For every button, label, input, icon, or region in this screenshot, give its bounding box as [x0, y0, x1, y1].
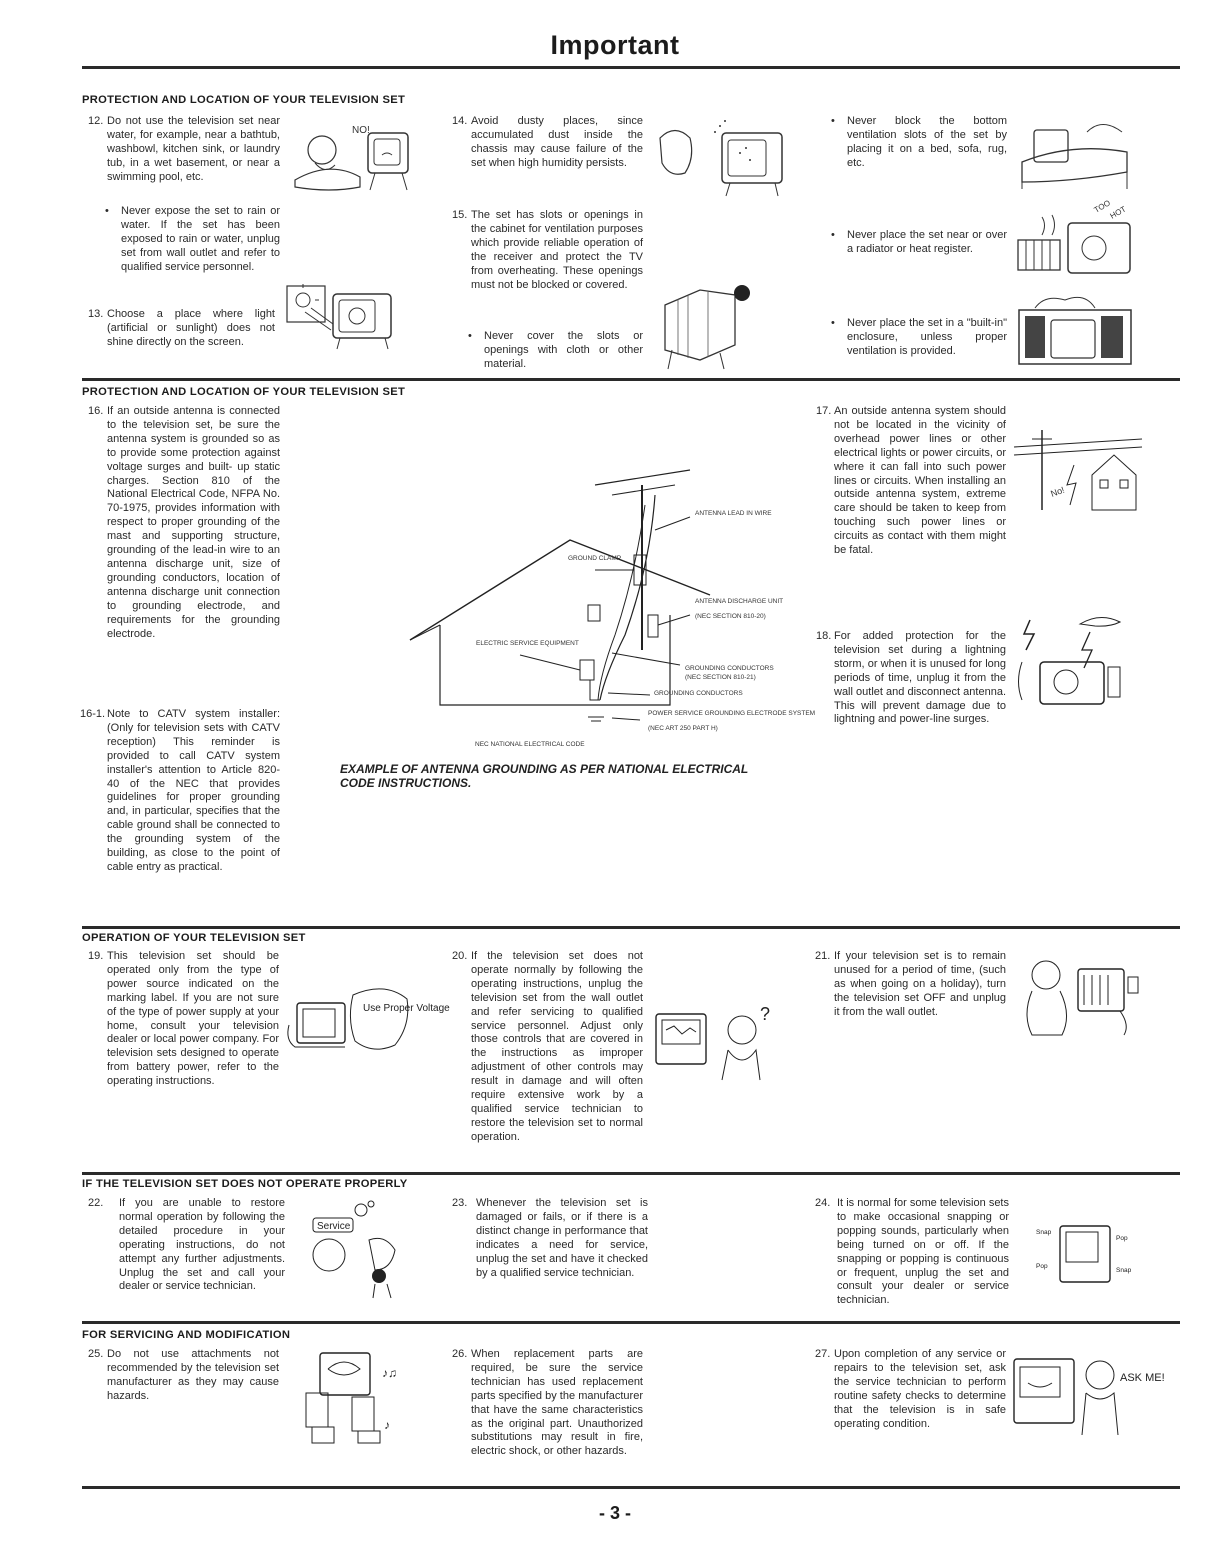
item-25: Do not use attachments not recommended by the television set manufacturer as they may cause hazards.	[107, 1348, 279, 1402]
item-19: This television set should be operated only from the type of power source indicated on the marking label. If you are not sure of the type of power supply at your home, consult your television dealer or local power company. For television sets designed to operate from battery power, refer to the operating instructions.	[107, 950, 279, 1088]
label-nec: NEC NATIONAL ELECTRICAL CODE	[475, 741, 585, 748]
item-number: 25.	[88, 1348, 104, 1360]
tv-enclosure-illustration	[1015, 290, 1140, 368]
use-proper-voltage-illustration	[285, 985, 450, 1065]
tv-near-water-illustration	[290, 115, 420, 195]
label-discharge-ref: (NEC SECTION 810-20)	[695, 613, 766, 620]
label-clamp: GROUND CLAMP	[568, 555, 622, 562]
tv-radiator-illustration	[1012, 195, 1142, 280]
label-discharge: ANTENNA DISCHARGE UNIT	[695, 598, 784, 605]
item-number: 21.	[815, 950, 831, 962]
item-27: Upon completion of any service or repairs to the television set, ask the service technician to perform routine safety checks to determine that the television is in safe operating condition.	[834, 1348, 1006, 1430]
item-number: 24.	[815, 1197, 831, 1209]
service-text: Service	[317, 1221, 351, 1232]
section-heading: IF THE TELEVISION SET DOES NOT OPERATE PROPERLY	[82, 1178, 408, 1190]
item-15-bullet: • Never cover the slots or openings with cloth or other material.	[484, 330, 643, 372]
item-number: 20.	[452, 950, 468, 962]
section-heading: OPERATION OF YOUR TELEVISION SET	[82, 932, 306, 944]
pop-label-1: Pop	[1116, 1235, 1128, 1242]
no-exclamation: NO!	[352, 125, 370, 136]
item-number: 27.	[815, 1348, 831, 1360]
item-15: The set has slots or openings in the cabinet for ventilation purposes which provide reliable operation of the receiver and protect the TV from overheating. These openings must not be blocked or covered.	[471, 209, 643, 291]
item-12: Do not use the television set near water, for example, near a bathtub, washbowl, kitchen sink, or laundry tub, in a wet basement, or near a swimming pool, etc.	[107, 115, 280, 183]
snap-pop-illustration	[1030, 1200, 1140, 1292]
page-number: - 3 -	[598, 1503, 631, 1523]
item-number: 19.	[88, 950, 104, 962]
item-13: Choose a place where light (artificial or sunlight) does not shine directly on the screen.	[107, 308, 275, 348]
pop-label-2: Pop	[1036, 1263, 1048, 1270]
label-conductors: GROUNDING CONDUCTORS	[685, 665, 774, 672]
svg-text:♪♫: ♪♫	[382, 1366, 397, 1380]
section-rule	[82, 926, 1180, 929]
label-conductors-2: GROUNDING CONDUCTORS	[654, 690, 743, 697]
item-26: When replacement parts are required, be sure the service technician has used replacement parts specified by the manufacturer that have the same characteristics as the original part. Unauthorized substitutions may result in fire, electric shock, or other hazards.	[471, 1348, 643, 1458]
lightning-illustration	[1010, 612, 1140, 707]
item-number: 13.	[88, 308, 104, 320]
label-lead-in: ANTENNA LEAD IN WIRE	[695, 510, 772, 517]
right-bullet-2: • Never place the set near or over a radiator or heat register.	[847, 229, 1007, 257]
power-lines-illustration	[1012, 425, 1147, 520]
call-service-illustration	[295, 1200, 415, 1300]
item-number: 14.	[452, 115, 468, 127]
too-label: TOO	[1092, 198, 1112, 215]
label-service: ELECTRIC SERVICE EQUIPMENT	[476, 640, 579, 647]
snap-label-1: Snap	[1036, 1229, 1052, 1236]
safety-check-illustration	[1010, 1345, 1165, 1437]
item-16: If an outside antenna is connected to the television set, be sure the antenna system is grounded so as to provide some protection against voltage surges and built- up static charges. Section 810 of the National Electrical Code, NFPA No. 70-1975, provides information with respect to proper grounding of the mast and supporting structure, grounding of the lead-in wire to an antenna discharge unit, size of grounding conductors, location of antenna discharge unit connection to grounding electrode, and requirements for the grounding electrode.	[107, 405, 280, 640]
bottom-rule	[82, 1486, 1180, 1489]
item-number: 17.	[816, 405, 832, 417]
use-proper-voltage-text: Use Proper Voltage	[363, 1003, 450, 1014]
section-heading: PROTECTION AND LOCATION OF YOUR TELEVISION SET	[82, 94, 406, 106]
label-electrode: POWER SERVICE GROUNDING ELECTRODE SYSTEM	[648, 710, 816, 717]
item-16-1: Note to CATV system installer: (Only for television sets with CATV reception) This reminder is provided to call CATV system installer's attention to Article 820-40 of the NEC that provides guidelines for proper grounding and, in particular, specifies that the cable ground shall be connected to the grounding system of the building, as close to the point of cable entry as practical.	[107, 708, 280, 873]
item-number: 15.	[452, 209, 468, 221]
item-number: 18.	[816, 630, 832, 642]
item-20: If the television set does not operate normally by following the operating instructions, unplug the television set from the wall outlet and refer servicing to qualified service personnel. Adjust only those controls that are covered in the instructions as improper adjustment of other controls may result in damage and will often require extensive work by a qualified service technician to restore the television set to normal operation.	[471, 950, 643, 1143]
title-rule	[82, 66, 1180, 69]
tv-dusty-illustration	[650, 118, 785, 198]
section-heading: PROTECTION AND LOCATION OF YOUR TELEVISION SET	[82, 386, 406, 398]
item-12-bullet: • Never expose the set to rain or water. If the set has been exposed to rain or water, unplug set from wall outlet and refer to qualified service personnel.	[121, 205, 280, 275]
tv-covered-slots-illustration	[660, 285, 760, 370]
section-heading: FOR SERVICING AND MODIFICATION	[82, 1329, 291, 1341]
section-rule	[82, 378, 1180, 381]
item-22: If you are unable to restore normal operation by following the detailed procedure in your operating instructions, do not attempt any further adjustments. Unplug the set and call your dealer or service technician.	[119, 1197, 285, 1293]
item-24: It is normal for some television sets to make occasional snapping or popping sounds, particularly when being turned on or off. If the snapping or popping is continuous or frequent, unplug the set and consult your dealer or service technician.	[837, 1197, 1009, 1307]
page-title: Important	[550, 30, 680, 60]
no-label: No!	[1049, 484, 1066, 499]
item-number: 22.	[88, 1197, 104, 1209]
item-18: For added protection for the television set during a lightning storm, or when it is unused for long periods of time, unplug it from the wall outlet and disconnect antenna. This will prevent damage due to lightning and power-line surges.	[834, 630, 1006, 726]
label-electrode-ref: (NEC ART 250 PART H)	[648, 725, 718, 732]
item-number: 16.	[88, 405, 104, 417]
hot-label: HOT	[1108, 204, 1128, 221]
snap-label-2: Snap	[1116, 1267, 1132, 1274]
item-17: An outside antenna system should not be located in the vicinity of overhead power lines or other electrical lights or power circuits, or where it can fall into such power lines or circuits. When installing an outside antenna system, extreme care should be taken to keep from touching such power lines or circuits as contact with them might be fatal.	[834, 405, 1006, 557]
right-bullet-3: • Never place the set in a "built-in" enclosure, unless proper ventilation is provided.	[847, 317, 1007, 359]
svg-text:?: ?	[760, 1004, 771, 1024]
item-21: If your television set is to remain unused for a period of time, (such as when going on a holiday), turn the television set OFF and unplug it from the wall outlet.	[834, 950, 1006, 1018]
tv-sunlight-illustration	[285, 282, 400, 350]
item-23: Whenever the television set is damaged or fails, or if there is a distinct change in performance that indicates a need for service, unplug the set and have it checked by a qualified service technician.	[476, 1197, 648, 1279]
label-conductors-ref: (NEC SECTION 810-21)	[685, 674, 756, 681]
tv-on-bed-illustration	[1012, 112, 1137, 190]
adjust-controls-illustration	[652, 1000, 782, 1082]
unplug-holiday-illustration	[1012, 955, 1142, 1040]
ask-me-text: ASK ME!	[1120, 1372, 1165, 1384]
antenna-grounding-diagram	[400, 465, 816, 755]
item-number: 26.	[452, 1348, 468, 1360]
section-rule	[82, 1172, 1180, 1175]
item-14: Avoid dusty places, since accumulated dust inside the chassis may cause failure of the set when high humidity persists.	[471, 115, 643, 169]
section-rule	[82, 1321, 1180, 1324]
attachments-illustration	[298, 1345, 408, 1445]
svg-text:♪: ♪	[384, 1418, 390, 1432]
item-number: 16-1.	[80, 708, 106, 720]
diagram-caption: EXAMPLE OF ANTENNA GROUNDING AS PER NATIONAL ELECTRICAL CODE INSTRUCTIONS.	[340, 762, 749, 790]
right-bullet-1: • Never block the bottom ventilation slots of the set by placing it on a bed, sofa, rug, etc.	[847, 115, 1007, 171]
item-number: 23.	[452, 1197, 468, 1209]
item-number: 12.	[88, 115, 104, 127]
